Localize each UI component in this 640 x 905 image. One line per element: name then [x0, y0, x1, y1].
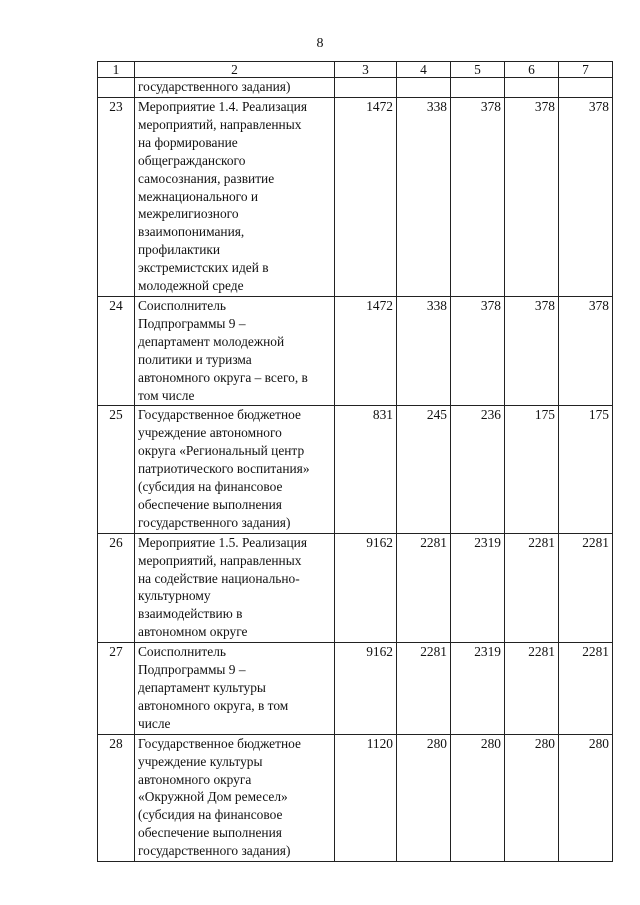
description-line: молодежной среде: [138, 278, 244, 294]
description-line: Мероприятие 1.4. Реализация: [138, 99, 308, 114]
description-line: Государственное бюджетное: [138, 407, 301, 423]
value-cell: 378: [505, 98, 559, 297]
header-cell: 7: [559, 62, 613, 78]
description-line: департамент культуры: [138, 680, 266, 695]
continuation-text: государственного задания): [135, 78, 335, 98]
value-cell: 378: [505, 296, 559, 405]
description-line: политики и туризма: [138, 351, 252, 367]
description-line: на содействие национально-: [138, 570, 300, 586]
description-line: автономного округа, в том: [138, 697, 289, 713]
table-body: [98, 62, 613, 862]
description-line: автономного округа – всего, в: [138, 369, 308, 385]
value-cell: 1472: [335, 296, 397, 405]
description-line: округа «Региональный центр: [138, 443, 305, 459]
row-description: [135, 734, 335, 861]
value-cell: 280: [559, 734, 613, 861]
description-line: числе: [138, 715, 171, 731]
empty-cell: [505, 78, 559, 98]
table-header-row: [98, 62, 613, 78]
description-line: культурному: [138, 588, 211, 604]
value-cell: 831: [335, 406, 397, 533]
empty-cell: [451, 78, 505, 98]
description-line: общегражданского: [138, 152, 246, 168]
row-number: 26: [98, 533, 135, 642]
empty-cell: [98, 78, 135, 98]
value-cell: 175: [559, 406, 613, 533]
description-line: «Окружной Дом ремесел»: [138, 789, 288, 805]
description-line: взаимопонимания,: [138, 224, 245, 240]
value-cell: 378: [451, 296, 505, 405]
description-line: том числе: [138, 387, 195, 403]
value-cell: 280: [505, 734, 559, 861]
description-line: обеспечение выполнения: [138, 825, 282, 841]
description-line: учреждение культуры: [138, 753, 263, 769]
value-cell: 9162: [335, 643, 397, 735]
description-line: Соисполнитель: [138, 644, 227, 660]
value-cell: 2281: [397, 533, 451, 642]
description-line: Соисполнитель: [138, 297, 227, 313]
header-cell: 3: [335, 62, 397, 78]
value-cell: 280: [451, 734, 505, 861]
value-cell: 1472: [335, 98, 397, 297]
value-cell: 378: [559, 296, 613, 405]
description-line: Подпрограммы 9 –: [138, 315, 246, 331]
page-number: 8: [316, 36, 324, 51]
description-line: департамент молодежной: [138, 333, 285, 349]
value-cell: 175: [505, 406, 559, 533]
row-number: 24: [98, 296, 135, 405]
description-line: (субсидия на финансовое: [138, 807, 283, 823]
description-line: автономного округа: [138, 771, 252, 787]
description-line: учреждение автономного: [138, 425, 282, 441]
value-cell: 2319: [451, 643, 505, 735]
table-row: [98, 296, 613, 405]
row-description: [135, 406, 335, 533]
value-cell: 2319: [451, 533, 505, 642]
table-row: [98, 734, 613, 861]
description-line: государственного задания): [138, 843, 291, 859]
value-cell: 2281: [505, 643, 559, 735]
description-line: Мероприятие 1.5. Реализация: [138, 534, 308, 550]
value-cell: 2281: [559, 533, 613, 642]
header-cell: 2: [135, 62, 335, 78]
budget-table: [97, 61, 613, 862]
value-cell: 2281: [397, 643, 451, 735]
description-line: взаимодействию в: [138, 606, 243, 622]
continuation-row: [98, 78, 613, 98]
description-line: экстремистских идей в: [138, 260, 269, 276]
description-line: профилактики: [138, 242, 221, 258]
value-cell: 378: [559, 98, 613, 297]
description-line: патриотического воспитания»: [138, 461, 310, 477]
description-line: мероприятий, направленных: [138, 116, 302, 132]
header-cell: 5: [451, 62, 505, 78]
description-line: мероприятий, направленных: [138, 552, 302, 568]
value-cell: 338: [397, 296, 451, 405]
row-description: [135, 98, 335, 297]
header-cell: 1: [98, 62, 135, 78]
row-number: 23: [98, 98, 135, 297]
description-line: обеспечение выполнения: [138, 496, 282, 512]
table-row: [98, 406, 613, 533]
table-row: [98, 98, 613, 297]
description-line: автономном округе: [138, 624, 248, 640]
description-line: самосознания, развитие: [138, 170, 275, 186]
row-number: 27: [98, 643, 135, 735]
description-line: государственного задания): [138, 514, 291, 530]
value-cell: 378: [451, 98, 505, 297]
description-line: на формирование: [138, 134, 238, 150]
description-line: Государственное бюджетное: [138, 735, 301, 751]
table-row: [98, 643, 613, 735]
row-description: [135, 296, 335, 405]
value-cell: 2281: [559, 643, 613, 735]
row-description: [135, 643, 335, 735]
header-cell: 6: [505, 62, 559, 78]
value-cell: 338: [397, 98, 451, 297]
description-line: межнационального и: [138, 188, 259, 204]
value-cell: 9162: [335, 533, 397, 642]
value-cell: 236: [451, 406, 505, 533]
description-line: Подпрограммы 9 –: [138, 662, 246, 678]
value-cell: 2281: [505, 533, 559, 642]
value-cell: 245: [397, 406, 451, 533]
header-cell: 4: [397, 62, 451, 78]
table-row: [98, 533, 613, 642]
row-number: 28: [98, 734, 135, 861]
row-number: 25: [98, 406, 135, 533]
empty-cell: [559, 78, 613, 98]
value-cell: 1120: [335, 734, 397, 861]
empty-cell: [397, 78, 451, 98]
row-description: [135, 533, 335, 642]
description-line: (субсидия на финансовое: [138, 479, 283, 495]
value-cell: 280: [397, 734, 451, 861]
description-line: межрелигиозного: [138, 206, 239, 222]
empty-cell: [335, 78, 397, 98]
